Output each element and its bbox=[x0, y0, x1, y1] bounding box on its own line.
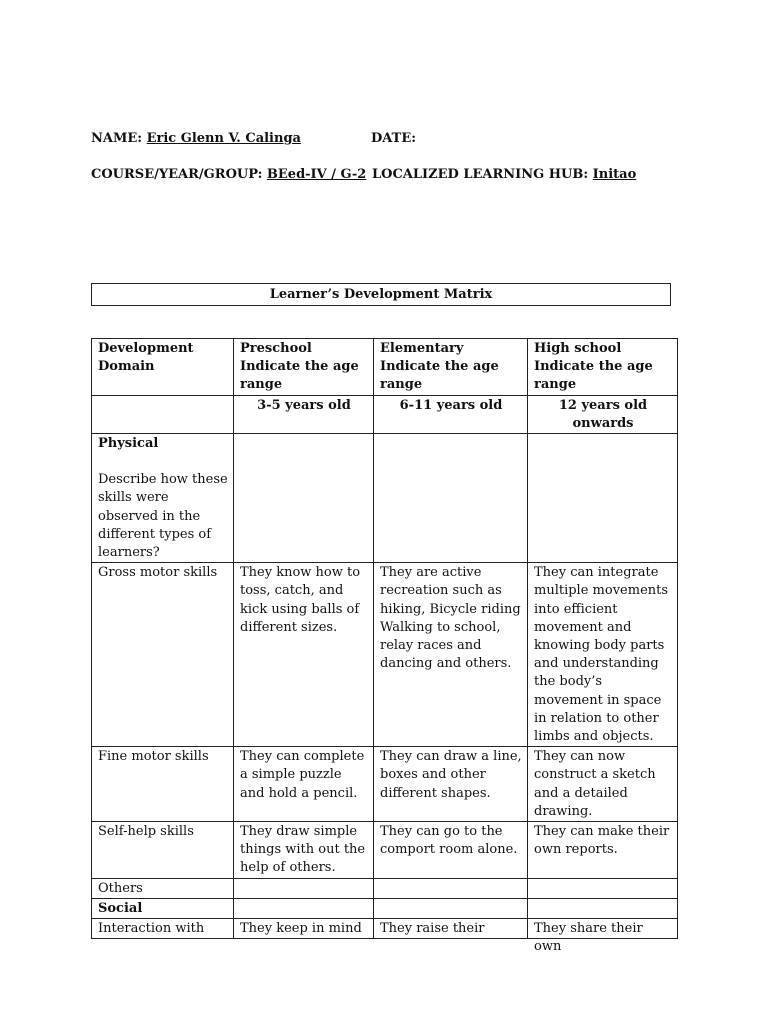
skill-label: Gross motor skills bbox=[92, 563, 234, 747]
name-label: NAME: bbox=[91, 131, 143, 146]
preschool-cell: They can complete a simple puzzle and hold a pencil. bbox=[234, 747, 374, 822]
elementary-cell: They are active recreation such as hiking, Bicycle riding Walking to school, relay races and dancing and others. bbox=[374, 563, 528, 747]
social-elementary bbox=[374, 898, 528, 918]
interaction-elementary-cell bbox=[374, 919, 528, 939]
course-value: BEed-IV / G-2 bbox=[266, 167, 367, 182]
age-elementary: 6-11 years old bbox=[374, 395, 528, 433]
matrix-title: Learner’s Development Matrix bbox=[91, 283, 671, 306]
preschool-cell: They draw simple things with out the help of others. bbox=[234, 822, 374, 879]
interaction-skill: Interaction with bbox=[98, 921, 205, 937]
header-domain: Development Domain bbox=[92, 339, 234, 396]
physical-elementary bbox=[374, 434, 528, 563]
social-preschool bbox=[234, 898, 374, 918]
others-row bbox=[92, 878, 678, 898]
physical-highschool bbox=[528, 434, 678, 563]
interaction-label bbox=[92, 919, 234, 939]
hub-value: Initao bbox=[592, 167, 637, 182]
age-highschool: 12 years old onwards bbox=[528, 395, 678, 433]
skill-label: Fine motor skills bbox=[92, 747, 234, 822]
header-highschool: High school Indicate the age range bbox=[528, 339, 678, 396]
name-row bbox=[91, 131, 301, 146]
header-preschool: Preschool Indicate the age range bbox=[234, 339, 374, 396]
hub-label: LOCALIZED LEARNING HUB: bbox=[372, 167, 589, 182]
table-row bbox=[92, 822, 678, 879]
table-row bbox=[92, 747, 678, 822]
age-preschool: 3-5 years old bbox=[234, 395, 374, 433]
date-label: DATE: bbox=[371, 131, 417, 146]
elementary-cell: They can draw a line, boxes and other different shapes. bbox=[374, 747, 528, 822]
others-preschool bbox=[234, 878, 374, 898]
social-row bbox=[92, 898, 678, 918]
table-header-row bbox=[92, 339, 678, 396]
highschool-cell: They can integrate multiple movements into efficient movement and knowing body parts and understanding the body’s movement in space in relation to other limbs and objects. bbox=[528, 563, 678, 747]
physical-preschool bbox=[234, 434, 374, 563]
highschool-cell: They can now construct a sketch and a detailed drawing. bbox=[528, 747, 678, 822]
interaction-elementary: They raise their bbox=[380, 921, 485, 937]
preschool-cell: They know how to toss, catch, and kick using balls of different sizes. bbox=[234, 563, 374, 747]
interaction-preschool-cell bbox=[234, 919, 374, 939]
interaction-row bbox=[92, 919, 678, 939]
development-matrix-table bbox=[91, 338, 678, 955]
social-highschool bbox=[528, 898, 678, 918]
others-label: Others bbox=[92, 878, 234, 898]
social-label: Social bbox=[92, 898, 234, 918]
highschool-cell: They can make their own reports. bbox=[528, 822, 678, 879]
others-elementary bbox=[374, 878, 528, 898]
table-row bbox=[92, 563, 678, 747]
course-label: COURSE/YEAR/GROUP: bbox=[91, 167, 263, 182]
physical-row bbox=[92, 434, 678, 563]
interaction-highschool-cell bbox=[528, 919, 678, 955]
name-value: Eric Glenn V. Calinga bbox=[146, 131, 301, 146]
physical-description: Describe how these skills were observed in the different types of learners? bbox=[98, 472, 228, 561]
physical-cell bbox=[92, 434, 234, 563]
interaction-preschool: They keep in mind bbox=[240, 921, 362, 937]
others-highschool bbox=[528, 878, 678, 898]
physical-label: Physical bbox=[98, 436, 159, 452]
elementary-cell: They can go to the comport room alone. bbox=[374, 822, 528, 879]
age-empty-cell bbox=[92, 395, 234, 433]
skill-label: Self-help skills bbox=[92, 822, 234, 879]
hub-row bbox=[372, 167, 636, 182]
interaction-highschool: They share their own bbox=[534, 921, 643, 955]
date-row bbox=[371, 131, 416, 146]
header-elementary: Elementary Indicate the age range bbox=[374, 339, 528, 396]
course-row bbox=[91, 167, 366, 182]
age-range-row bbox=[92, 395, 678, 433]
